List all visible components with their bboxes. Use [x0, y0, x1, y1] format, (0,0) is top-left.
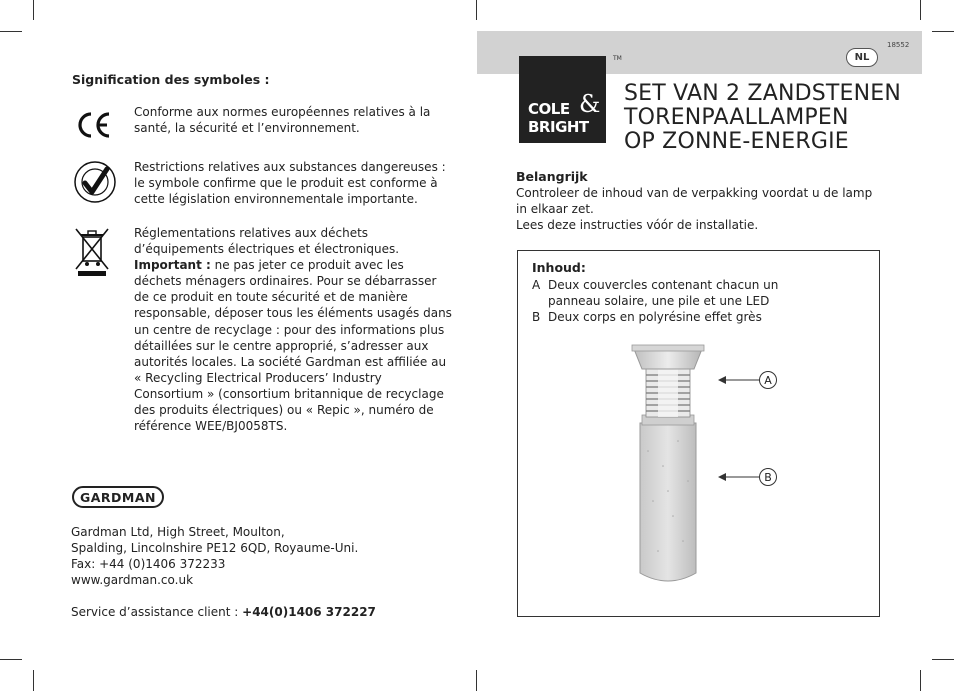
label-b: B	[759, 468, 777, 486]
important-line: Controleer de inhoud van de verpakking voordat u de lamp	[516, 186, 873, 200]
weee-important-label: Important :	[134, 258, 211, 273]
brand-line1: COLE	[528, 100, 570, 118]
title-line: SET VAN 2 ZANDSTENEN	[624, 81, 902, 106]
product-code: 18552	[887, 41, 910, 49]
address-line: Spalding, Lincolnshire PE12 6QD, Royaume-Uni.	[71, 541, 359, 556]
service-phone: +44(0)1406 372227	[242, 605, 376, 619]
item-text: Deux corps en polyrésine effet grès	[548, 310, 762, 324]
important-heading: Belangrijk	[516, 169, 588, 184]
cole-bright-logo	[519, 56, 606, 143]
item-letter: B	[532, 310, 541, 324]
title-line: TORENPAALLAMPEN	[624, 105, 849, 130]
title-line: OP ZONNE-ENERGIE	[624, 129, 849, 154]
product-title	[624, 82, 924, 154]
rohs-description: Restrictions relatives aux substances dangereuses : le symbole confirme que le produit est conforme à cette législation environnementale importante.	[134, 160, 446, 207]
contents-heading: Inhoud:	[532, 260, 586, 275]
language-badge: NL	[846, 48, 878, 67]
important-line: in elkaar zet.	[516, 202, 594, 217]
trademark: TM	[613, 55, 622, 62]
website-line: www.gardman.co.uk	[71, 573, 194, 588]
right-page	[477, 0, 954, 691]
address-line: Gardman Ltd, High Street, Moulton,	[71, 525, 285, 539]
item-text: Deux couvercles contenant chacun un panneau solaire, une pile et une LED	[548, 278, 779, 308]
ce-mark-icon	[72, 104, 118, 150]
label-a: A	[759, 371, 777, 389]
crossed-bin-icon	[72, 225, 118, 271]
weee-description	[134, 225, 452, 434]
company-address	[71, 524, 358, 588]
gardman-logo: GARDMAN	[72, 486, 164, 508]
item-letter: A	[532, 278, 541, 292]
ce-description: Conforme aux normes européennes relatives à la santé, la sécurité et l’environnement.	[134, 105, 431, 136]
brand-ampersand: &	[579, 90, 601, 118]
weee-text-1: Réglementations relatives aux déchets d’équipements électriques et électroniques.	[134, 226, 400, 257]
important-section	[516, 169, 896, 233]
rohs-compliant-icon	[72, 159, 118, 205]
contents-box	[517, 250, 880, 617]
brand-line2: BRIGHT	[528, 118, 589, 136]
important-line: Lees deze instructies vóór de installatie.	[516, 218, 759, 233]
symbols-title: Signification des symboles :	[72, 72, 270, 87]
customer-service	[71, 605, 376, 619]
fax-line: Fax: +44 (0)1406 372233	[71, 557, 226, 572]
service-label: Service d’assistance client :	[71, 605, 243, 619]
lamp-illustration	[628, 341, 708, 591]
weee-text-2: ne pas jeter ce produit avec les déchets ménagers ordinaires. Pour se débarrasser de ce produit en toute sécurité et de manière responsable, déposer tous les éléments usagés dans un centre de recyclage : pour des informations plus détaillées sur le centre approprié, s’adresser aux autorités locales. La société Gardman est affiliée au « Recycling Electrical Producers’ Industry Consortium » (consortium britannique de recyclage des produits électriques) ou « Repic », numéro de référence WEE/BJ0058TS.	[134, 258, 452, 434]
